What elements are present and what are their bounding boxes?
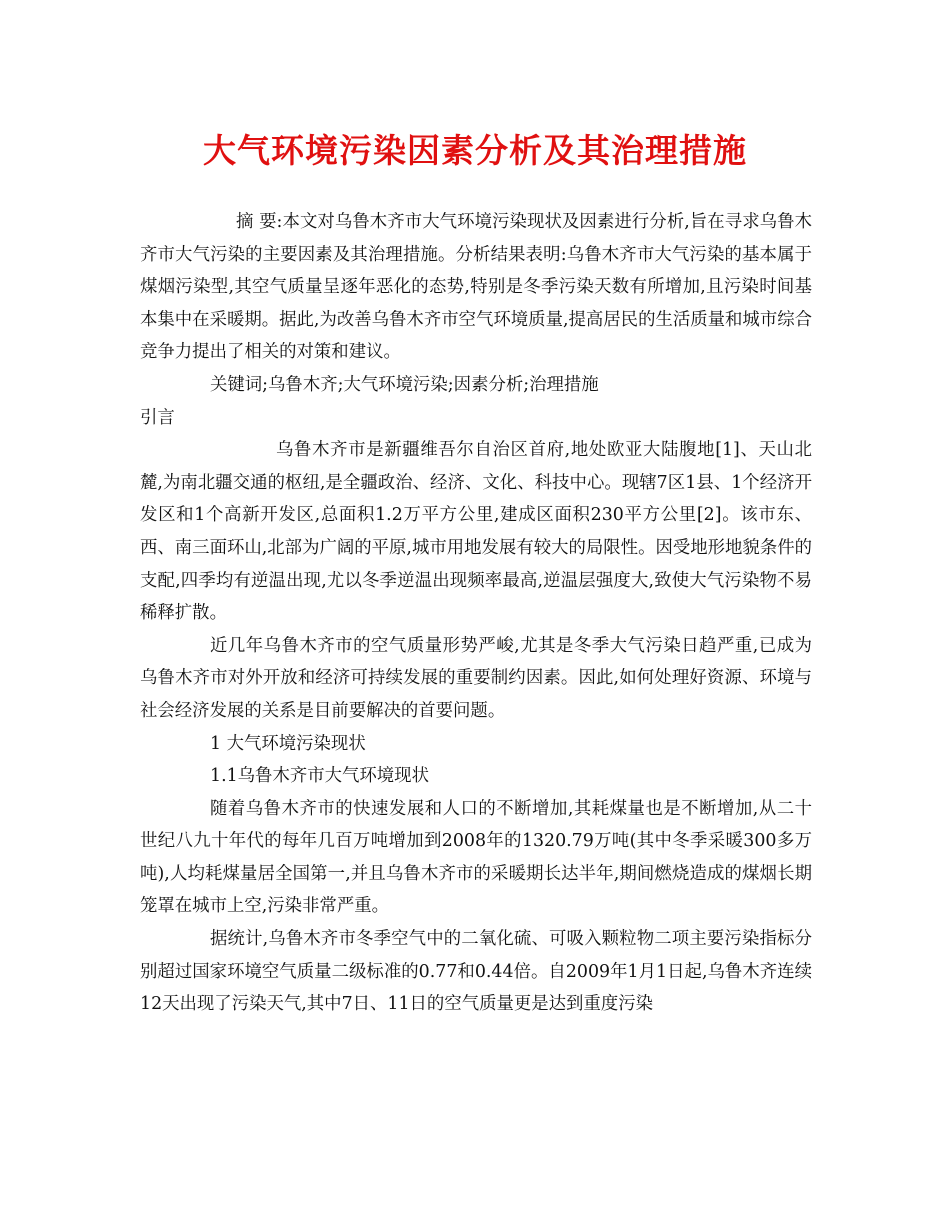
intro-paragraph-2: 近几年乌鲁木齐市的空气质量形势严峻,尤其是冬季大气污染日趋严重,已成为乌鲁木齐市对外开放和经济可持续发展的重要制约因素。因此,如何处理好资源、环境与社会经济发展的关系是目前要解决的首要问题。 [140, 635, 812, 721]
keywords-line: 关键词;乌鲁木齐;大气环境污染;因素分析;治理措施 [210, 374, 599, 395]
section-1-1-paragraph-2: 据统计,乌鲁木齐市冬季空气中的二氧化硫、可吸入颗粒物二项主要污染指标分别超过国家环境空气质量二级标准的0.77和0.44倍。自2009年1月1日起,乌鲁木齐连续12天出现了污染天气,其中7日、11日的空气质量更是达到重度污染 [140, 929, 812, 1015]
section-1-heading: 1 大气环境污染现状 [210, 733, 366, 754]
section-1-1-paragraph-1: 随着乌鲁木齐市的快速发展和人口的不断增加,其耗煤量也是不断增加,从二十世纪八九十年代的每年几百万吨增加到2008年的1320.79万吨(其中冬季采暖300多万吨),人均耗煤量居全国第一,并且乌鲁木齐市的采暖期长达半年,期间燃烧造成的煤烟长期笼罩在城市上空,污染非常严重。 [140, 798, 812, 917]
document-body [140, 206, 812, 1021]
abstract-paragraph: 摘 要:本文对乌鲁木齐市大气环境污染现状及因素进行分析,旨在寻求乌鲁木齐市大气污染的主要因素及其治理措施。分析结果表明:乌鲁木齐市大气污染的基本属于煤烟污染型,其空气质量呈逐年恶化的态势,特别是冬季污染天数有所增加,且污染时间基本集中在采暖期。据此,为改善乌鲁木齐市空气环境质量,提高居民的生活质量和城市综合竞争力提出了相关的对策和建议。 [140, 212, 812, 363]
section-1-1-heading: 1.1乌鲁木齐市大气环境现状 [210, 766, 429, 787]
intro-heading: 引言 [140, 407, 175, 428]
document-title: 大气环境污染因素分析及其治理措施 [203, 131, 747, 170]
intro-paragraph-1: 乌鲁木齐市是新疆维吾尔自治区首府,地处欧亚大陆腹地[1]、天山北麓,为南北疆交通的枢纽,是全疆政治、经济、文化、科技中心。现辖7区1县、1个经济开发区和1个高新开发区,总面积1.2万平方公里,建成区面积230平方公里[2]。该市东、西、南三面环山,北部为广阔的平原,城市用地发展有较大的局限性。因受地形地貌条件的支配,四季均有逆温出现,尤以冬季逆温出现频率最高,逆温层强度大,致使大气污染物不易稀释扩散。 [140, 440, 812, 624]
